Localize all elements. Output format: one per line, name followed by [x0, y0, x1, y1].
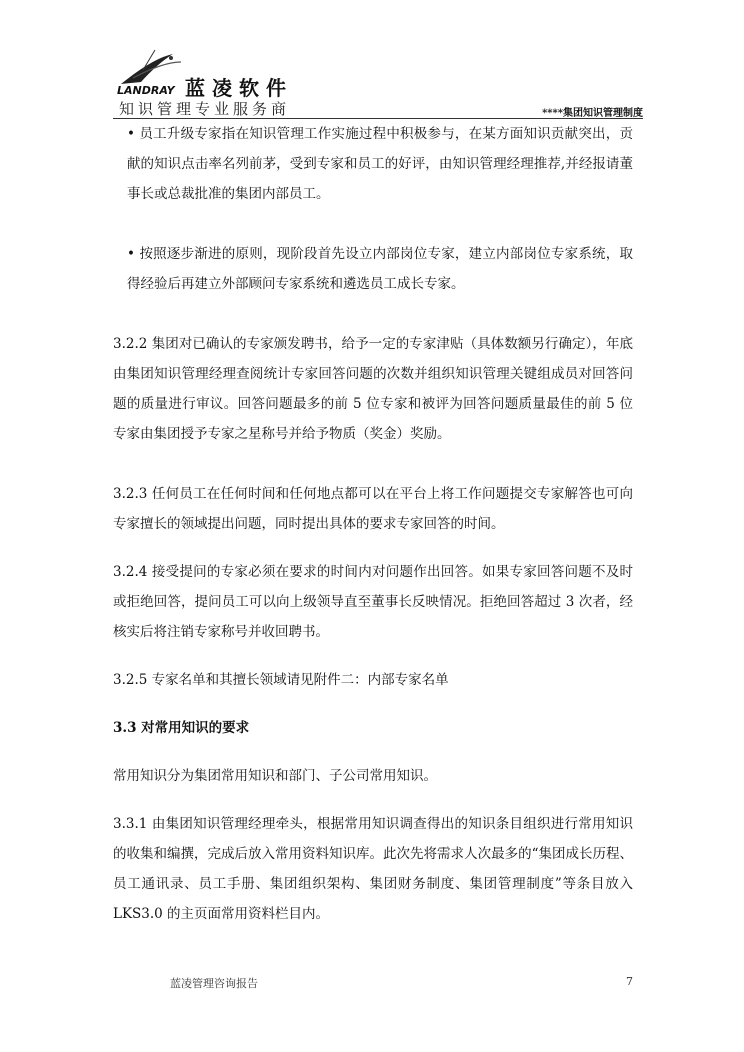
- section-heading: 3.3 对常用知识的要求: [113, 720, 250, 736]
- bullet-paragraph: • 员工升级专家指在知识管理工作实施过程中积极参与，在某方面知识贡献突出，贡献的知识点击率名列前茅，受到专家和员工的好评，由知识管理经理推荐,并经报请董事长或总裁批准的集团内部员工。: [127, 126, 633, 202]
- page-header: [113, 48, 643, 120]
- brand-name: 蓝凌软件: [185, 76, 293, 100]
- footer-text: 蓝凌管理咨询报告: [170, 977, 258, 990]
- bullet-paragraph: • 按照逐步渐进的原则，现阶段首先设立内部岗位专家，建立内部岗位专家系统，取得经验后再建立外部顾问专家系统和遴选员工成长专家。: [127, 246, 633, 292]
- section-paragraph: 3.2.4 接受提问的专家必须在要求的时间内对问题作出回答。如果专家回答问题不及时或拒绝回答，提问员工可以向上级领导直至董事长反映情况。拒绝回答超过 3 次者，经核实后将注销专家称号并收回聘书。: [113, 564, 633, 640]
- brand-subtitle: 知识管理专业服务商: [119, 100, 291, 118]
- section-paragraph: 3.3.1 由集团知识管理经理牵头，根据常用知识调查得出的知识条目组织进行常用知识的收集和编撰，完成后放入常用资料知识库。此次先将需求人次最多的“集团成长历程、员工通讯录、员工手册、集团组织架构、集团财务制度、集团管理制度”等条目放入 LKS3.0 的主页面常用资料栏目内。: [113, 816, 633, 922]
- logo-text: LANDRAY: [117, 84, 175, 97]
- document-title: ****集团知识管理制度: [542, 108, 643, 119]
- document-body: [113, 119, 633, 929]
- section-paragraph: 3.2.2 集团对已确认的专家颁发聘书，给予一定的专家津贴（具体数额另行确定），年底由集团知识管理经理查阅统计专家回答问题的次数并组织知识管理关键组成员对回答问题的质量进行审议。回答问题最多的前 5 位专家和被评为回答问题质量最佳的前 5 位专家由集团授予专家之星称号并给予物质（奖金）奖励。: [113, 336, 633, 442]
- section-paragraph: 3.2.3 任何员工在任何时间和任何地点都可以在平台上将工作问题提交专家解答也可向专家擅长的领域提出问题，同时提出具体的要求专家回答的时间。: [113, 486, 633, 532]
- section-paragraph: 常用知识分为集团常用知识和部门、子公司常用知识。: [113, 768, 437, 784]
- section-paragraph: 3.2.5 专家名单和其擅长领域请见附件二：内部专家名单: [113, 672, 449, 688]
- page-number: 7: [626, 975, 633, 988]
